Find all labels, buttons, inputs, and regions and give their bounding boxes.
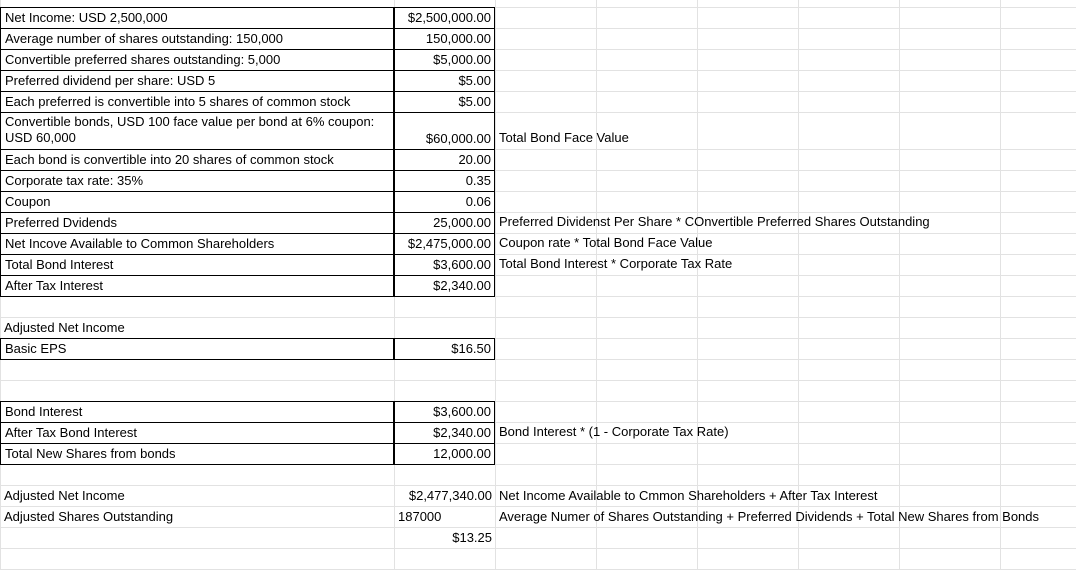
cell-b3[interactable]: $5,000.00	[394, 49, 495, 71]
cell-c10[interactable]: Preferred Dividenst Per Share * COnvertible Preferred Shares Outstanding	[499, 214, 930, 229]
cell-b5[interactable]: $5.00	[394, 91, 495, 113]
cell-b9[interactable]: 0.06	[394, 191, 495, 213]
row-16	[0, 338, 1076, 359]
cell-a11[interactable]: Net Incove Available to Common Shareholders	[0, 233, 394, 255]
cell-b20[interactable]: 12,000.00	[394, 443, 495, 465]
cell-a15[interactable]: Adjusted Net Income	[4, 320, 125, 335]
row-20	[0, 443, 1076, 464]
row-8	[0, 170, 1076, 191]
cell-b4[interactable]: $5.00	[394, 70, 495, 92]
cell-b1[interactable]: $2,500,000.00	[394, 7, 495, 29]
row-10	[0, 212, 1076, 233]
cell-a2[interactable]: Average number of shares outstanding: 150,000	[0, 28, 394, 50]
cell-b8[interactable]: 0.35	[394, 170, 495, 192]
row-13	[0, 275, 1076, 296]
cell-b13[interactable]: $2,340.00	[394, 275, 495, 297]
row-24	[0, 527, 1076, 548]
cell-b12[interactable]: $3,600.00	[394, 254, 495, 276]
cell-a5[interactable]: Each preferred is convertible into 5 shares of common stock	[0, 91, 394, 113]
cell-b19[interactable]: $2,340.00	[394, 422, 495, 444]
row-4	[0, 70, 1076, 91]
cell-a12[interactable]: Total Bond Interest	[0, 254, 394, 276]
cell-a19[interactable]: After Tax Bond Interest	[0, 422, 394, 444]
row-22	[0, 485, 1076, 506]
cell-a8[interactable]: Corporate tax rate: 35%	[0, 170, 394, 192]
cell-a10[interactable]: Preferred Dvidends	[0, 212, 394, 234]
row-3	[0, 49, 1076, 70]
row-17	[0, 359, 1076, 380]
row-7	[0, 149, 1076, 170]
cell-b6[interactable]: $60,000.00	[394, 112, 495, 150]
row-14	[0, 296, 1076, 317]
cell-a14[interactable]	[0, 296, 394, 317]
cell-a23[interactable]: Adjusted Shares Outstanding	[4, 509, 174, 524]
cell-a7[interactable]: Each bond is convertible into 20 shares of common stock	[0, 149, 394, 171]
cell-c19[interactable]: Bond Interest * (1 - Corporate Tax Rate)	[499, 424, 729, 439]
cell-b7[interactable]: 20.00	[394, 149, 495, 171]
cell-a6[interactable]: Convertible bonds, USD 100 face value per bond at 6% coupon: USD 60,000	[0, 112, 394, 150]
cell-a9[interactable]: Coupon	[0, 191, 394, 213]
row-6	[0, 112, 1076, 149]
cell-b18[interactable]: $3,600.00	[394, 401, 495, 423]
cell-a16[interactable]: Basic EPS	[0, 338, 394, 360]
cell-a1[interactable]: Net Income: USD 2,500,000	[0, 7, 394, 29]
row-11	[0, 233, 1076, 254]
cell-a22[interactable]: Adjusted Net Income	[4, 488, 125, 503]
cell-a3[interactable]: Convertible preferred shares outstanding: 5,000	[0, 49, 394, 71]
cell-c12[interactable]: Total Bond Interest * Corporate Tax Rate	[499, 256, 733, 271]
cell-c11[interactable]: Coupon rate * Total Bond Face Value	[499, 235, 713, 250]
row-19	[0, 422, 1076, 443]
row-18	[0, 401, 1076, 422]
row-5	[0, 91, 1076, 112]
cell-b16[interactable]: $16.50	[394, 338, 495, 360]
cell-a20[interactable]: Total New Shares from bonds	[0, 443, 394, 465]
cell-b10[interactable]: 25,000.00	[394, 212, 495, 234]
row-2	[0, 28, 1076, 49]
row-9	[0, 191, 1076, 212]
cell-b11[interactable]: $2,475,000.00	[394, 233, 495, 255]
cell-a17[interactable]	[0, 359, 394, 380]
row-23	[0, 506, 1076, 527]
cell-b23[interactable]: 187000	[398, 509, 442, 524]
cell-a13[interactable]: After Tax Interest	[0, 275, 394, 297]
cell-a21[interactable]	[0, 464, 394, 485]
cell-c6[interactable]: Total Bond Face Value	[499, 130, 629, 145]
cell-b22[interactable]: $2,477,340.00	[408, 488, 492, 503]
row-21	[0, 464, 1076, 485]
cell-a24[interactable]	[0, 527, 394, 548]
cell-a4[interactable]: Preferred dividend per share: USD 5	[0, 70, 394, 92]
row-1	[0, 7, 1076, 28]
cell-b2[interactable]: 150,000.00	[394, 28, 495, 50]
cell-c23[interactable]: Average Numer of Shares Outstanding + Preferred Dividends + Total New Shares from Bonds	[499, 509, 1040, 524]
cell-a18[interactable]: Bond Interest	[0, 401, 394, 423]
cell-b24[interactable]: $13.25	[452, 530, 492, 545]
row-15	[0, 317, 1076, 338]
row-12	[0, 254, 1076, 275]
cell-c22[interactable]: Net Income Available to Cmmon Shareholders + After Tax Interest	[499, 488, 878, 503]
